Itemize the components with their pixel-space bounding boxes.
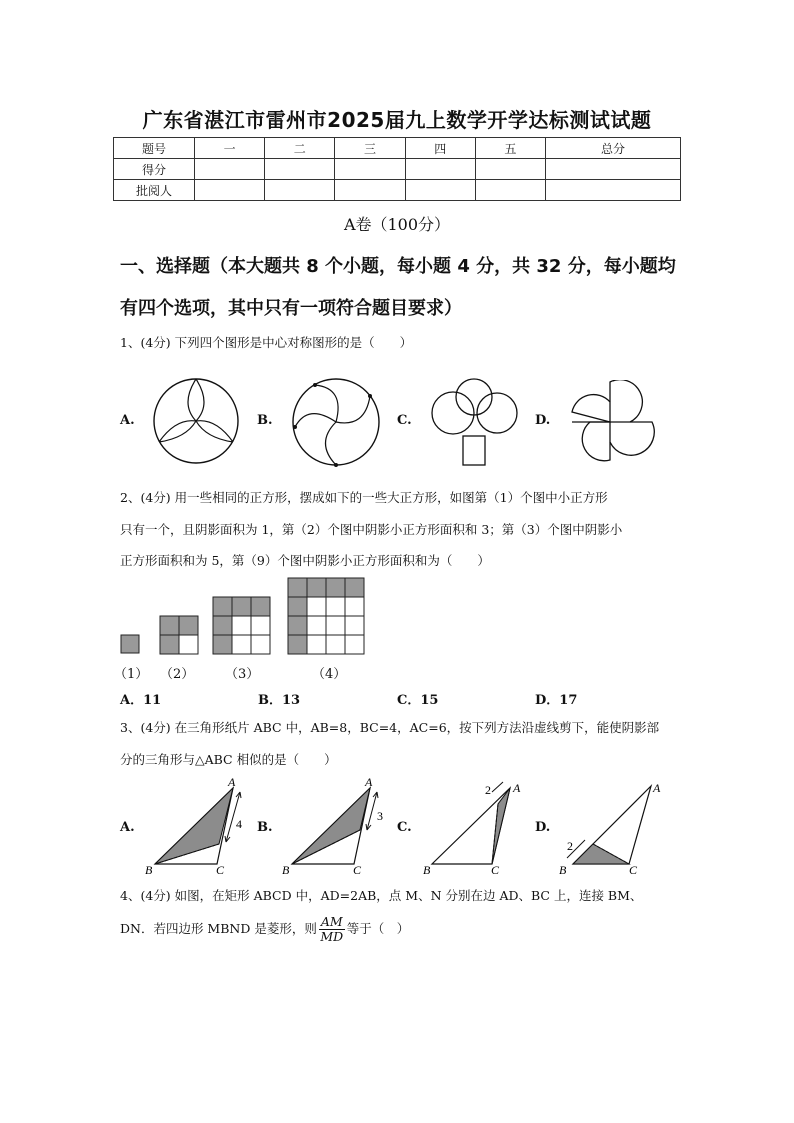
q2-figure-label-3: （3）: [225, 667, 260, 682]
q1-option-c[interactable]: C.: [397, 413, 412, 428]
q1-figure-d: [566, 380, 658, 464]
q3d-measure: 2: [567, 839, 573, 853]
page-title: 广东省湛江市雷州市2025届九上数学开学达标测试试题: [142, 108, 652, 132]
q2-figure-4: [288, 578, 364, 654]
table-cell[interactable]: [195, 180, 265, 201]
q1-figure-c: [428, 376, 520, 468]
q4-fraction: [319, 915, 345, 944]
q2-line1: 2、(4分) 用一些相同的正方形，摆成如下的一些大正方形，如图第（1）个图中小正方形: [120, 490, 608, 505]
table-cell[interactable]: [335, 159, 405, 180]
q3-figure-d: [555, 778, 670, 878]
table-row: [114, 138, 681, 159]
table-cell: 批阅人: [114, 180, 195, 201]
q3c-measure: 2: [485, 783, 491, 797]
q1-option-a[interactable]: A.: [120, 413, 135, 428]
q4-line2-pre: DN．若四边形 MBND 是菱形，则: [120, 921, 317, 936]
q1-option-d[interactable]: D.: [535, 413, 551, 428]
q3a-vertex-a: A: [228, 778, 236, 789]
q3-line1: 3、(4分) 在三角形纸片 ABC 中，AB=8，BC=4，AC=6，按下列方法沿虚线剪下，能使阴影部: [120, 720, 660, 735]
table-cell[interactable]: [475, 159, 545, 180]
q3-line2: 分的三角形与△ABC 相似的是（ ）: [120, 752, 337, 767]
table-cell: 一: [195, 138, 265, 159]
section-a-title: A卷（100分）: [343, 215, 451, 234]
q3c-vertex-a: A: [513, 781, 521, 795]
q1-figure-a: [150, 376, 244, 466]
q1-text: 1、(4分) 下列四个图形是中心对称图形的是（ ）: [120, 335, 413, 350]
table-row: [114, 180, 681, 201]
table-cell[interactable]: [475, 180, 545, 201]
table-cell: 题号: [114, 138, 195, 159]
table-cell: 三: [335, 138, 405, 159]
table-cell: 得分: [114, 159, 195, 180]
part1-heading-line1: 一、选择题（本大题共 8 个小题，每小题 4 分，共 32 分，每小题均: [120, 256, 676, 277]
q4-line1: 4、(4分) 如图，在矩形 ABCD 中，AD=2AB，点 M、N 分别在边 AD、BC 上，连接 BM、: [120, 888, 643, 903]
q2-figure-2: [160, 616, 198, 654]
table-row: [114, 159, 681, 180]
q2-option-b[interactable]: B．13: [258, 693, 301, 708]
q3-option-b[interactable]: B.: [257, 820, 273, 835]
score-table: [113, 137, 681, 201]
q3-option-d[interactable]: D.: [535, 820, 551, 835]
table-cell: 五: [475, 138, 545, 159]
table-cell: 二: [265, 138, 335, 159]
q3-figure-b: [277, 778, 387, 878]
part1-heading-line2: 有四个选项，其中只有一项符合题目要求）: [120, 298, 462, 319]
q1-figure-b: [290, 378, 384, 468]
q4-line2-post: 等于（ ）: [346, 921, 410, 936]
q3-figure-c: [420, 778, 530, 878]
q3a-measure: 4: [236, 817, 242, 831]
q3b-vertex-b: B: [282, 863, 290, 877]
table-cell: 总分: [546, 138, 681, 159]
q3d-vertex-b: B: [559, 863, 567, 877]
q2-figure-1: [121, 635, 139, 653]
table-cell: 四: [405, 138, 475, 159]
q3a-vertex-c: C: [216, 863, 225, 877]
table-cell[interactable]: [546, 159, 681, 180]
q2-option-c[interactable]: C．15: [397, 693, 439, 708]
table-cell[interactable]: [405, 180, 475, 201]
q4-fraction-numerator: AM: [320, 914, 343, 929]
q3-option-a[interactable]: A.: [120, 820, 135, 835]
table-cell[interactable]: [546, 180, 681, 201]
q3b-vertex-a: A: [365, 778, 373, 789]
q2-figure-label-4: （4）: [312, 667, 347, 682]
q3c-vertex-c: C: [491, 863, 500, 877]
q4-line2: [120, 915, 680, 944]
table-cell[interactable]: [335, 180, 405, 201]
q4-fraction-denominator: MD: [320, 929, 344, 944]
table-cell[interactable]: [265, 159, 335, 180]
q2-line3: 正方形面积和为 5，第（9）个图中阴影小正方形面积和为（ ）: [120, 553, 490, 568]
q2-option-d[interactable]: D．17: [535, 693, 578, 708]
q2-figure-label-1: （1）: [114, 667, 149, 682]
q3-option-c[interactable]: C.: [397, 820, 412, 835]
q2-square-figures: [115, 574, 375, 658]
q2-line2: 只有一个，且阴影面积为 1，第（2）个图中阴影小正方形面积和 3；第（3）个图中阴影小: [120, 522, 623, 537]
q1-option-b[interactable]: B.: [257, 413, 273, 428]
q2-figure-3: [213, 597, 270, 654]
q3-figure-a: [140, 778, 250, 878]
table-cell[interactable]: [405, 159, 475, 180]
q3a-vertex-b: B: [145, 863, 153, 877]
q3c-vertex-b: B: [423, 863, 431, 877]
table-cell[interactable]: [265, 180, 335, 201]
q2-option-a[interactable]: A．11: [120, 693, 162, 708]
q3b-vertex-c: C: [353, 863, 362, 877]
q3d-vertex-c: C: [629, 863, 638, 877]
table-cell[interactable]: [195, 159, 265, 180]
q2-figure-label-2: （2）: [160, 667, 195, 682]
q3d-vertex-a: A: [653, 781, 661, 795]
q3b-measure: 3: [377, 809, 383, 823]
